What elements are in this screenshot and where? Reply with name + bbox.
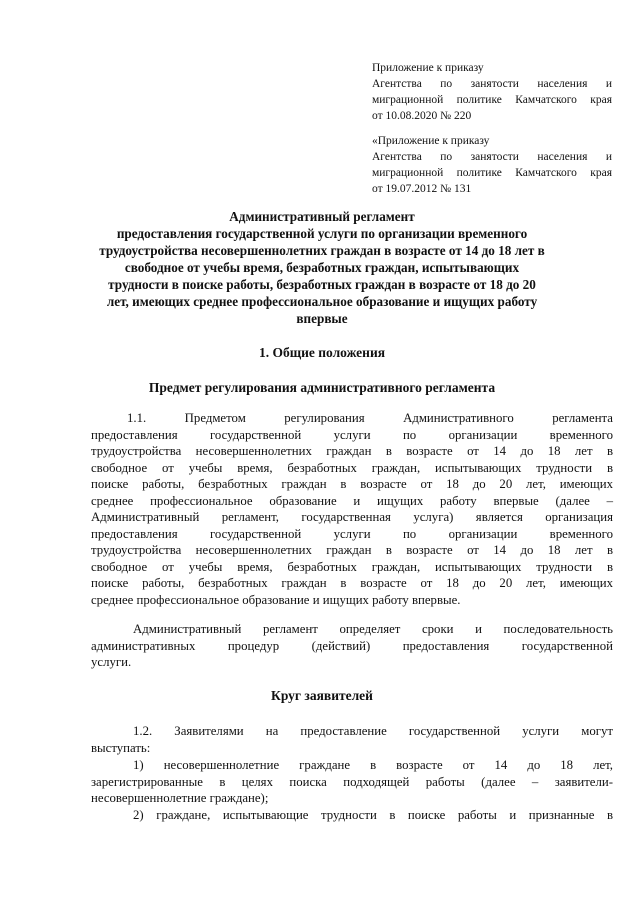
text-line: выступать:	[91, 740, 151, 755]
text-line: 1.1. Предметом регулирования Административного регламента	[127, 411, 613, 425]
annex-line: Агентства по занятости населения и	[372, 151, 612, 163]
title-line: трудности в поиске работы, безработных граждан в возрасте от 18 до 20	[108, 277, 536, 292]
text-line: 1) несовершеннолетние граждане в возрасте от 14 до 18 лет,	[133, 758, 613, 772]
section-heading: 1. Общие положения	[258, 345, 386, 360]
text-line: административных процедур (действий) предоставления государственной	[91, 638, 613, 653]
annex-line: Приложение к приказу	[372, 62, 484, 74]
paragraph-regulation-scope	[91, 621, 613, 671]
text-line: предоставления государственной услуги по организации временного	[91, 427, 613, 442]
list-item-1	[91, 757, 613, 807]
text-line: Административный регламент, государственная услуга) является организация	[91, 510, 613, 524]
title-line: впервые	[296, 311, 348, 326]
text-line: среднее профессиональное образование и ищущих работу впервые (далее –	[91, 493, 613, 508]
text-line: услуги.	[91, 655, 132, 669]
text-line: свободное от учебы время, безработных граждан, испытывающих трудности в	[91, 460, 613, 475]
title-line: Административный регламент	[229, 209, 415, 224]
text-line: Административный регламент определяет сроки и последовательность	[133, 622, 613, 636]
text-line: поиске работы, безработных граждан в возрасте от 18 до 20 лет, имеющих	[91, 576, 613, 590]
annex-line: от 10.08.2020 № 220	[372, 110, 472, 122]
document-title	[84, 208, 560, 327]
title-line: свободное от учебы время, безработных граждан, испытывающих	[124, 260, 520, 275]
subsection-heading: Предмет регулирования административного регламента	[148, 380, 496, 395]
subsection-heading: Круг заявителей	[271, 688, 373, 703]
text-line: трудоустройства несовершеннолетних граждан в возрасте от 14 до 18 лет в	[91, 444, 613, 458]
text-line: трудоустройства несовершеннолетних граждан в возрасте от 14 до 18 лет в	[91, 543, 613, 557]
title-line: трудоустройства несовершеннолетних граждан в возрасте от 14 до 18 лет в	[99, 243, 545, 258]
paragraph-1-2	[91, 723, 613, 756]
text-line: предоставления государственной услуги по организации временного	[91, 526, 613, 541]
text-line: зарегистрированные в целях поиска подходящей работы (далее – заявители-	[91, 774, 613, 789]
text-line: поиске работы, безработных граждан в возрасте от 18 до 20 лет, имеющих	[91, 477, 613, 491]
text-line: 2) граждане, испытывающие трудности в поиске работы и признанные в	[133, 808, 613, 822]
text-line: несовершеннолетние граждане);	[91, 791, 269, 805]
paragraph-1-1	[91, 410, 613, 608]
title-line: лет, имеющих среднее профессиональное образование и ищущих работу	[106, 294, 538, 309]
text-line: 1.2. Заявителями на предоставление государственной услуги могут	[133, 724, 613, 738]
annex-note-current	[372, 60, 612, 124]
text-line: среднее профессиональное образование и ищущих работу впервые.	[91, 592, 461, 607]
annex-line: миграционной политике Камчатского края	[372, 94, 612, 106]
annex-line: «Приложение к приказу	[372, 135, 490, 147]
annex-note-original	[372, 133, 612, 197]
annex-line: миграционной политике Камчатского края	[372, 167, 612, 179]
annex-line: от 19.07.2012 № 131	[372, 183, 472, 195]
list-item-2	[91, 807, 613, 824]
title-line: предоставления государственной услуги по организации временного	[116, 226, 528, 241]
annex-line: Агентства по занятости населения и	[372, 78, 612, 90]
text-line: свободное от учебы время, безработных граждан, испытывающих трудности в	[91, 559, 613, 574]
